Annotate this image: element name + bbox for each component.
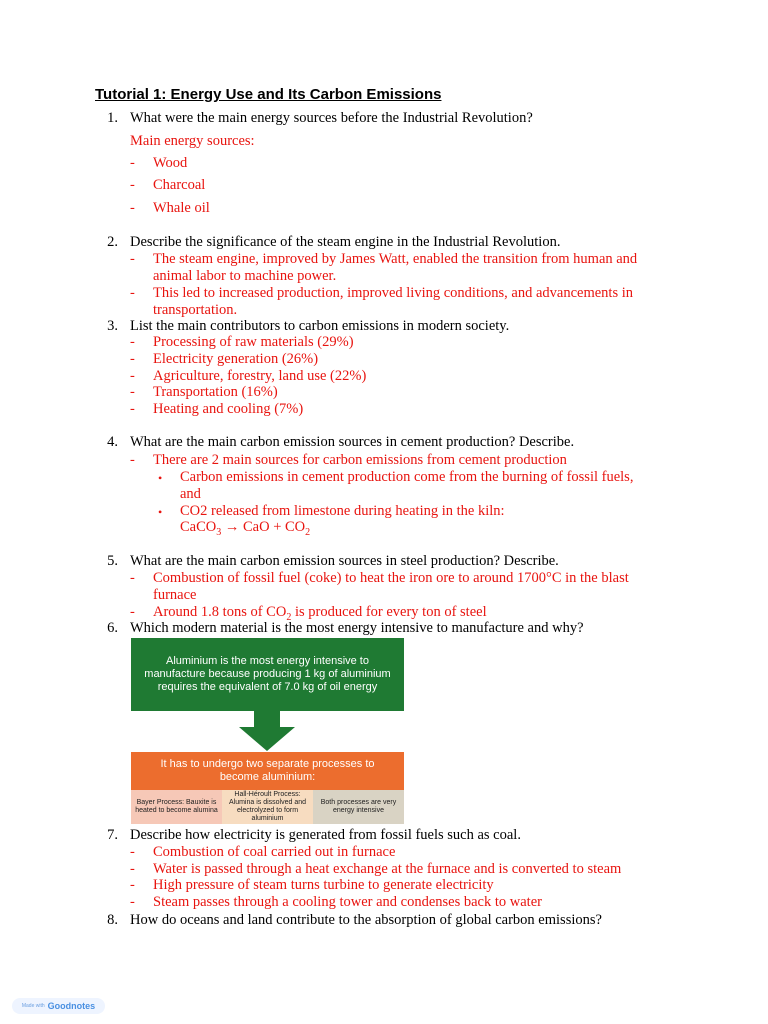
question-6 [0,620,768,637]
answer-heading: Main energy sources: [130,133,255,149]
answer-item: - Processing of raw materials (29%) [130,334,354,350]
question-5 [0,553,768,570]
answer-item: - Around 1.8 tons of $CO_2$ is produced for every ton of steel [130,604,487,623]
question-text: How do oceans and land contribute to the absorption of global carbon emissions? [130,912,602,928]
question-text: What are the main carbon emission sources in steel production? Describe. [130,553,559,569]
answer-subitem: • Carbon emissions in cement production come from the burning of fossil fuels, and [158,469,634,502]
diagram-orange-box: It has to undergo two separate processes to become aluminium: [131,752,404,790]
question-number: 7. [107,827,118,843]
page-title: Tutorial 1: Energy Use and Its Carbon Emissions [95,86,442,103]
answer-item: - The steam engine, improved by James Watt, enabled the transition from human and animal labor to machine power. [130,251,638,284]
question-number: 4. [107,434,118,450]
question-4 [0,434,768,451]
question-number: 2. [107,234,118,250]
answer-item: - Electricity generation (26%) [130,351,319,367]
answer-item: - High pressure of steam turns turbine to generate electricity [130,877,494,893]
answer-item: - Whale oil [130,200,210,216]
question-text: Which modern material is the most energy intensive to manufacture and why? [130,620,584,636]
diagram-summary-box: Both processes are very energy intensive [313,790,404,824]
answer-item: - Wood [130,155,188,171]
question-text: What were the main energy sources before the Industrial Revolution? [130,110,533,126]
answer-item: - Transportation (16%) [130,384,278,400]
question-text: Describe the significance of the steam engine in the Industrial Revolution. [130,234,561,250]
answer-item: - There are 2 main sources for carbon emissions from cement production [130,452,567,468]
answer-subitem: • CO2 released from limestone during heating in the kiln: [158,503,505,519]
answer-item: - Water is passed through a heat exchange at the furnace and is converted to steam [130,861,622,877]
badge-brand-text: Goodnotes [47,1001,96,1011]
down-arrow-icon [237,711,297,752]
answer-item: - This led to increased production, improved living conditions, and advancements in transportation. [130,285,634,318]
question-7 [0,827,768,844]
goodnotes-badge[interactable] [12,998,105,1014]
answer-item: - Combustion of fossil fuel (coke) to heat the iron ore to around 1700°C in the blast furnace [130,570,629,603]
question-text: List the main contributors to carbon emissions in modern society. [130,318,510,334]
chemical-equation: CaCO$_3$ → CaO + $CO_2$ [180,519,311,538]
answer-item: - Charcoal [130,177,206,193]
question-text: Describe how electricity is generated from fossil fuels such as coal. [130,827,521,843]
question-number: 3. [107,318,118,334]
arrow-icon: → [224,519,240,535]
badge-small-text: Made with [21,1003,45,1009]
question-1 [0,110,768,127]
answer-item: - Heating and cooling (7%) [130,401,304,417]
diagram-bayer-box: Bayer Process: Bauxite is heated to become alumina [131,790,222,824]
answer-item: - Combustion of coal carried out in furnace [130,844,396,860]
answer-item: - Steam passes through a cooling tower and condenses back to water [130,894,542,910]
diagram-green-box: Aluminium is the most energy intensive to manufacture because producing 1 kg of aluminium requires the equivalent of 7.0 kg of oil energy [131,638,404,711]
question-number: 8. [107,912,118,928]
question-number: 6. [107,620,118,636]
question-number: 1. [107,110,118,126]
question-8 [0,912,768,929]
question-text: What are the main carbon emission sources in cement production? Describe. [130,434,575,450]
question-3 [0,318,768,335]
question-number: 5. [107,553,118,569]
diagram-hall-heroult-box: Hall-Héroult Process: Alumina is dissolved and electrolyzed to form aluminium [222,790,313,824]
answer-item: - Agriculture, forestry, land use (22%) [130,368,367,384]
question-2 [0,234,768,251]
